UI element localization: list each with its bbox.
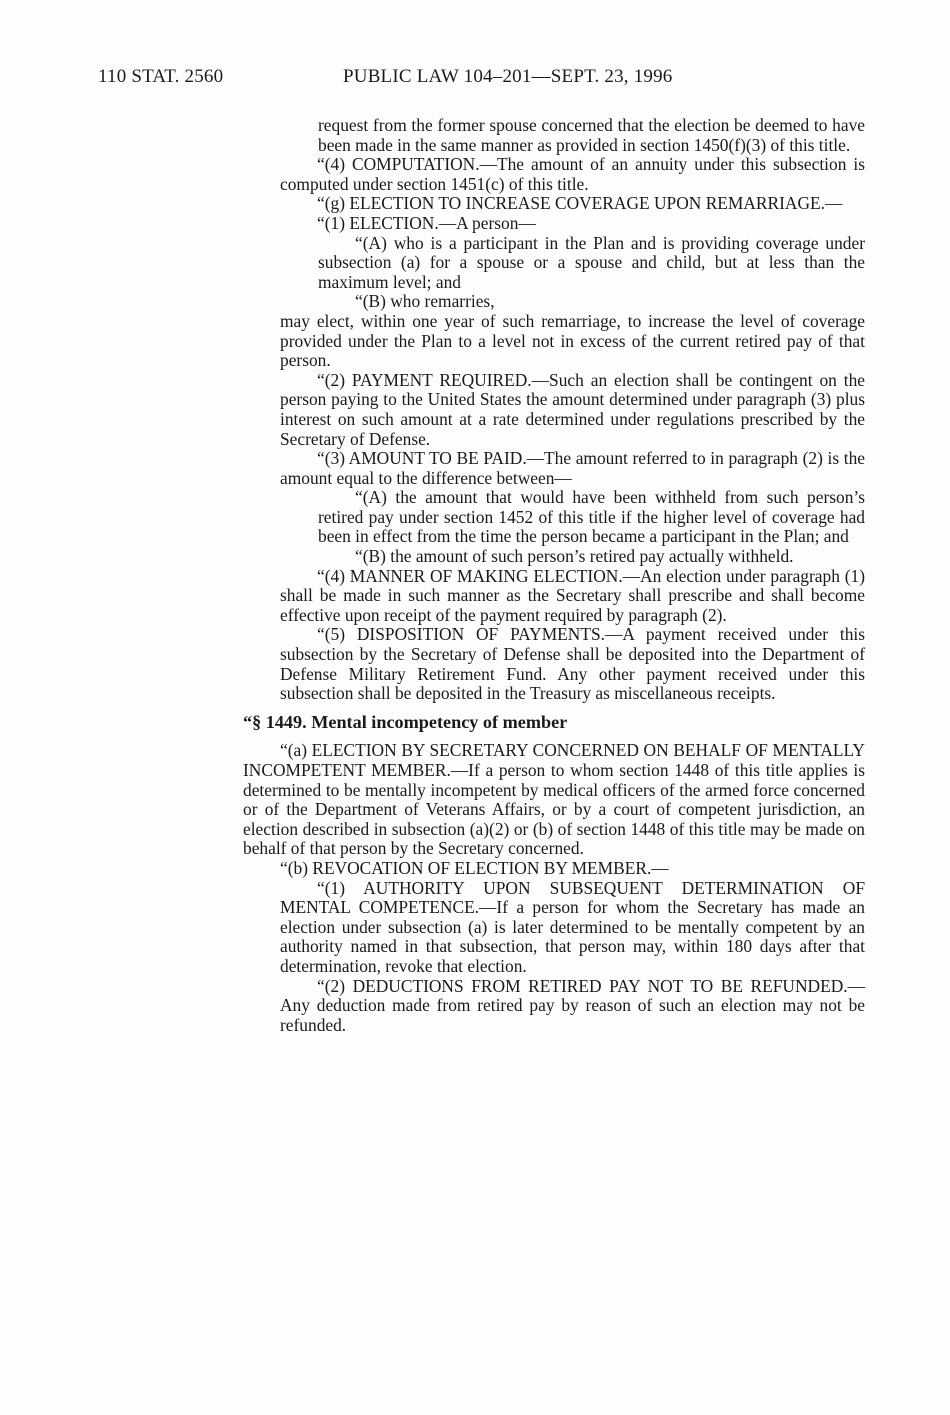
subsection-1449a: “(a) ELECTION BY SECRETARY CONCERNED ON BEHALF OF MENTALLY INCOMPETENT MEMBER.—If a person to whom section 1448 of this title applies is determined to be mentally incompetent by medical officers of the armed force concerned or of the Department of Veterans Affairs, or by a court of competent jurisdiction, an election described in subsection (a)(2) or (b) of section 1448 of this title may be made on behalf of that person by the Secretary concerned.	[243, 740, 865, 859]
paragraph-g1-flush: may elect, within one year of such remarriage, to increase the level of coverage provided under the Plan to a level not in excess of the current retired pay of that person.	[280, 310, 865, 371]
clause-g3b: “(B) the amount of such person’s retired pay actually withheld.	[355, 546, 794, 567]
paragraph-g4-manner-of-election: “(4) MANNER OF MAKING ELECTION.—An election under paragraph (1) shall be made in such manner as the Secretary shall prescribe and shall become effective upon receipt of the payment required by paragraph (2).	[280, 565, 865, 625]
clause-g1b: “(B) who remarries,	[355, 291, 495, 312]
clause-g3a: “(A) the amount that would have been withheld from such person’s retired pay under section 1452 of this title if the higher level of coverage had been in effect from the time the person became a participant in the Plan; and	[318, 487, 865, 547]
subsection-1449b-heading: “(b) REVOCATION OF ELECTION BY MEMBER.—	[280, 857, 669, 878]
paragraph-g5-disposition: “(5) DISPOSITION OF PAYMENTS.—A payment received under this subsection by the Secretary of Defense shall be deposited into the Department of Defense Military Retirement Fund. Any other payment received under this subsection shall be deposited in the Treasury as miscellaneous receipts.	[280, 624, 865, 704]
statute-page-number: 110 STAT. 2560	[98, 66, 224, 87]
paragraph-1449b2: “(2) DEDUCTIONS FROM RETIRED PAY NOT TO BE REFUNDED.—Any deduction made from retired pay by reason of such an election may not be refunded.	[280, 975, 865, 1035]
paragraph-g3-amount-to-be-paid: “(3) AMOUNT TO BE PAID.—The amount referred to in paragraph (2) is the amount equal to the difference between—	[280, 448, 865, 488]
section-1449-heading: “§ 1449. Mental incompetency of member	[243, 711, 568, 732]
paragraph-continuation: request from the former spouse concerned that the election be deemed to have been made in the same manner as provided in section 1450(f)(3) of this title.	[318, 115, 865, 155]
page-header	[0, 66, 950, 96]
paragraph-g1-election: “(1) ELECTION.—A person—	[317, 212, 536, 233]
page-body	[243, 116, 865, 1035]
running-title: PUBLIC LAW 104–201—SEPT. 23, 1996	[343, 66, 673, 87]
subsection-g-heading: “(g) ELECTION TO INCREASE COVERAGE UPON REMARRIAGE.—	[317, 193, 843, 214]
paragraph-1449b1: “(1) AUTHORITY UPON SUBSEQUENT DETERMINATION OF MENTAL COMPETENCE.—If a person for whom the Secretary has made an election under subsection (a) is later determined to be mentally competent by an authority named in that subsection, that person may, within 180 days after that determination, revoke that election.	[280, 877, 865, 976]
paragraph-g2-payment-required: “(2) PAYMENT REQUIRED.—Such an election shall be contingent on the person paying to the United States the amount determined under paragraph (3) plus interest on such amount at a rate determined under regulations prescribed by the Secretary of Defense.	[280, 369, 865, 449]
paragraph-f4-computation: “(4) COMPUTATION.—The amount of an annuity under this subsection is computed under section 1451(c) of this title.	[280, 154, 865, 194]
clause-g1a: “(A) who is a participant in the Plan and is providing coverage under subsection (a) for a spouse or a spouse and child, but at less than the maximum level; and	[318, 232, 865, 292]
